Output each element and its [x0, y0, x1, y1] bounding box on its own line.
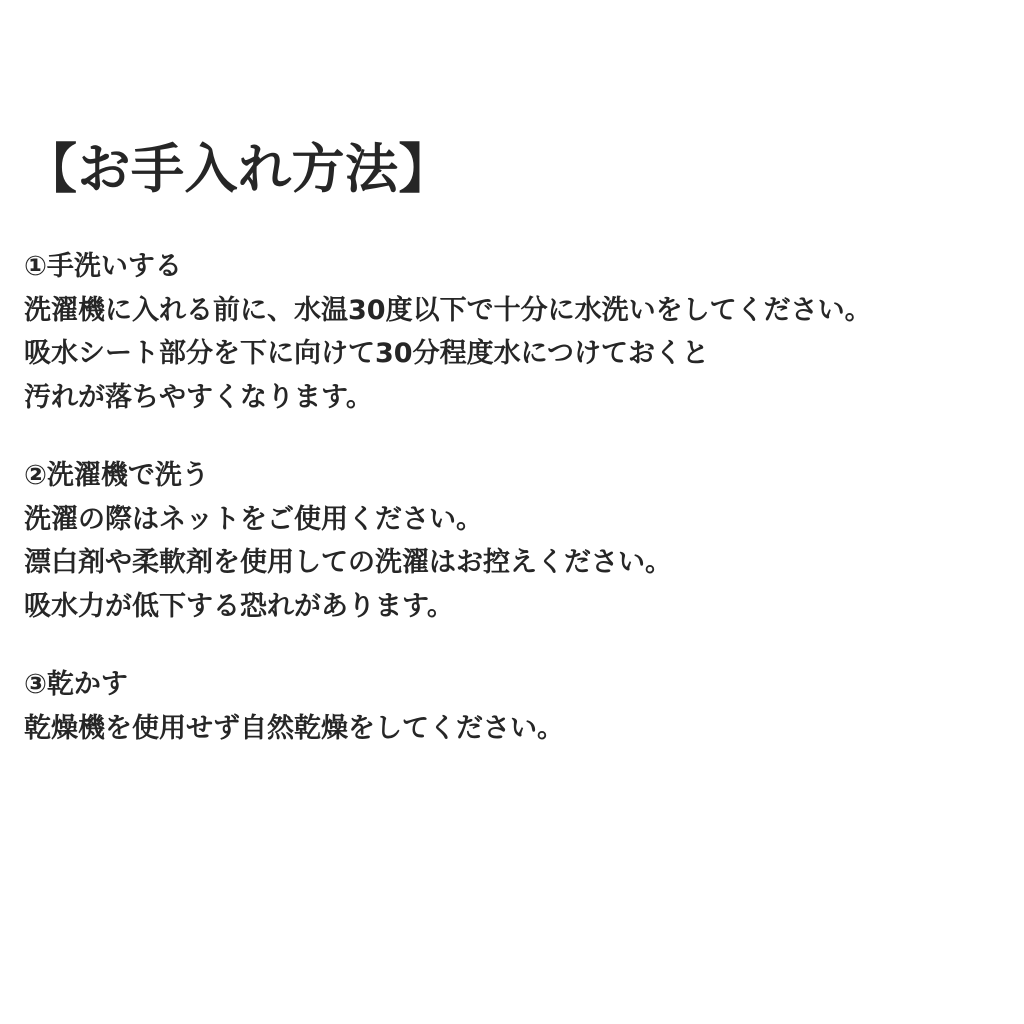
care-step-line: 漂白剤や柔軟剤を使用しての洗濯はお控えください。 [24, 547, 672, 579]
care-step-heading: ③乾かす [24, 668, 128, 700]
page-title: 【お手入れ方法】 [24, 139, 452, 200]
care-step-section-2 [24, 454, 1002, 629]
care-step-line: 吸水力が低下する恐れがあります。 [24, 591, 454, 623]
care-step-heading: ①手洗いする [24, 250, 182, 282]
care-step-line: 洗濯機に入れる前に、水温30度以下で十分に水洗いをしてください。 [24, 294, 872, 326]
care-step-section-1 [24, 245, 1002, 420]
care-step-line: 吸水シート部分を下に向けて30分程度水につけておくと [24, 338, 710, 370]
care-step-line: 汚れが落ちやすくなります。 [24, 382, 373, 414]
care-step-line: 洗濯の際はネットをご使用ください。 [24, 503, 483, 535]
care-step-line: 乾燥機を使用せず自然乾燥をしてください。 [24, 712, 564, 744]
care-step-section-3 [24, 663, 1002, 750]
care-step-heading: ②洗濯機で洗う [24, 459, 209, 491]
